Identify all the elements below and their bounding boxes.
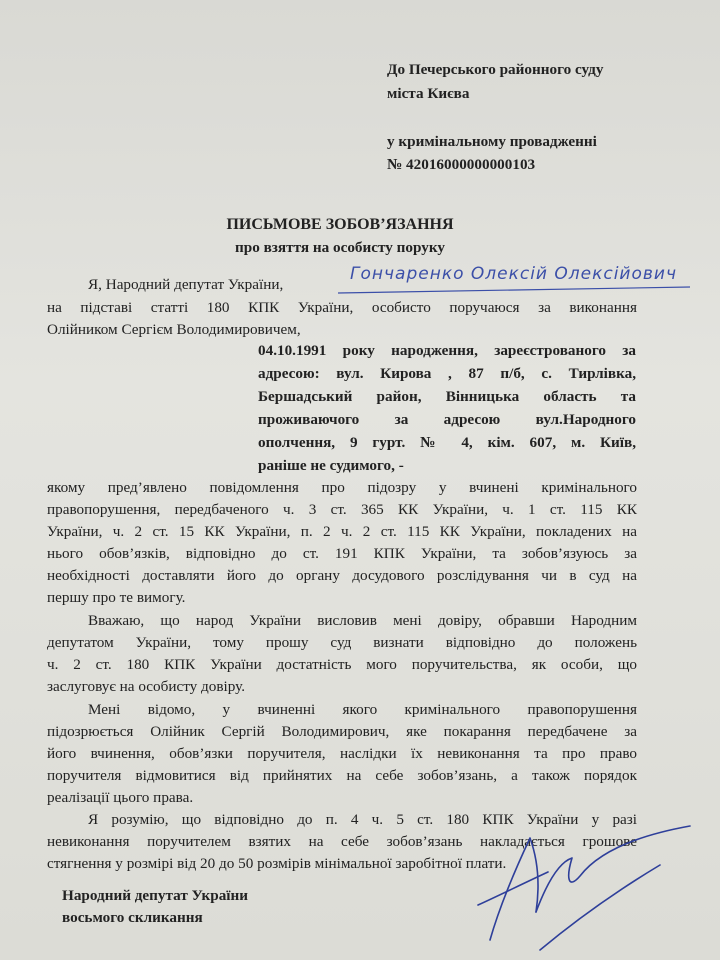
suspect-line: 04.10.1991 року народження, зареєстрованого за xyxy=(258,342,636,359)
name-underline xyxy=(338,287,690,293)
paragraph3-line: підозрюється Олійник Сергій Володимирович, яке покарання передбачене за xyxy=(47,723,637,740)
paragraph2-line: Вважаю, що народ України висловив мені довіру, обравши Народним xyxy=(88,612,637,629)
suspect-line: адресою: вул. Кирова , 87 п/б, с. Тирлівка, xyxy=(258,365,636,382)
intro-line2: на підставі статті 180 КПК України, особисто поручаюся за виконання xyxy=(47,299,637,316)
document-subtitle: про взяття на особисту поруку xyxy=(235,239,445,256)
suspect-line: ополчення, 9 гурт. № 4, кім. 607, м. Київ, xyxy=(258,434,636,451)
court-name-line1: До Печерського районного суду xyxy=(387,61,604,78)
suspect-line: Бершадський район, Вінницька область та xyxy=(258,388,636,405)
signatory-title-line2: восьмого скликання xyxy=(62,909,203,926)
paragraph2-line: заслуговує на особисту довіру. xyxy=(47,678,246,695)
court-name-line2: міста Києва xyxy=(387,85,470,102)
paragraph1-line: необхідності доставляти його до органу досудового розслідування чи в суд на xyxy=(47,567,637,584)
paragraph1-line: першу про те вимогу. xyxy=(47,589,186,606)
paragraph4-line: невиконання поручителем взятих на себе зобов’язань накладається грошове xyxy=(47,833,637,850)
intro-prefix: Я, Народний депутат України, xyxy=(88,276,284,293)
paragraph2-line: ч. 2 ст. 180 КПК України достатність мого поручительства, як особи, що xyxy=(47,656,637,673)
signatory-title-line1: Народний депутат України xyxy=(62,887,249,904)
paragraph4-line: стягнення у розмірі від 20 до 50 розмірів мінімальної заробітної плати. xyxy=(47,855,507,872)
paragraph1-line: нього обов’язків, відповідно до ст. 191 КПК України, та зобов’язуюсь за xyxy=(47,545,637,562)
paragraph1-line: якому пред’явлено повідомлення про підозру у вчинені кримінального xyxy=(47,479,637,496)
suspect-line: раніше не судимого, - xyxy=(258,457,404,474)
case-line1: у кримінальному провадженні xyxy=(387,133,597,150)
paragraph3-line: Мені відомо, у вчиненні якого кримінального правопорушення xyxy=(88,701,637,718)
paragraph4-line: Я розумію, що відповідно до п. 4 ч. 5 ст. 180 КПК України у разі xyxy=(88,811,637,828)
paragraph3-line: поручителя відмовитися від прийнятих на себе зобов’язань, а також порядок xyxy=(47,767,637,784)
paragraph3-line: його вчинення, обов’язки поручителя, наслідки їх невиконання та про право xyxy=(47,745,637,762)
signature-mark xyxy=(478,826,690,950)
paragraph1-line: правопорушення, передбаченого ч. 3 ст. 365 КК України, ч. 1 ст. 115 КК xyxy=(47,501,637,518)
intro-line3: Олійником Сергієм Володимировичем, xyxy=(47,321,301,338)
case-number: № 42016000000000103 xyxy=(387,156,536,173)
paragraph1-line: України, ч. 2 ст. 15 КК України, п. 2 ч. 2 ст. 115 КК України, покладених на xyxy=(47,523,637,540)
paragraph3-line: реалізації цього права. xyxy=(47,789,194,806)
handwritten-name: Гончаренко Олексій Олексійович xyxy=(350,264,677,284)
document-title: ПИСЬМОВЕ ЗОБОВ’ЯЗАННЯ xyxy=(226,216,454,233)
suspect-line: проживаючого за адресою вул.Народного xyxy=(258,411,636,428)
paragraph2-line: депутатом України, тому прошу суд визнати відповідно до положень xyxy=(47,634,637,651)
